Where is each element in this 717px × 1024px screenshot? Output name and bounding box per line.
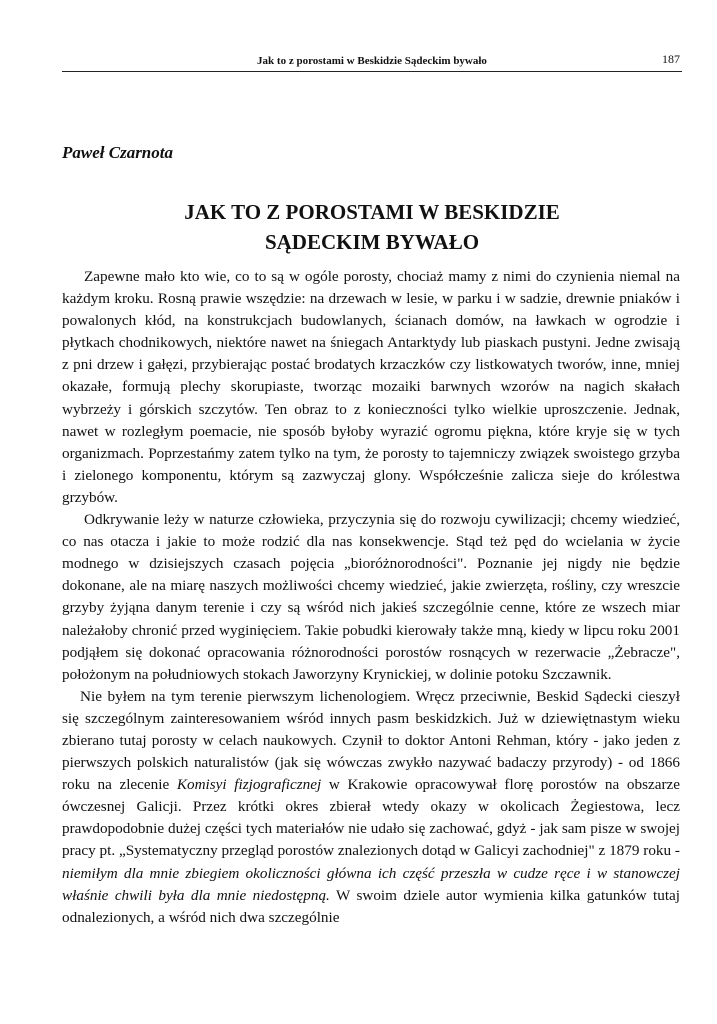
running-title: Jak to z porostami w Beskidzie Sądeckim bywało xyxy=(257,55,487,67)
paragraph-3-part-c: W swoim dziele autor wymienia kilka gatunków tutaj odnalezionych, a wśród nich dwa szczególnie xyxy=(62,886,680,926)
paragraph-1: Zapewne mało kto wie, co to są w ogóle porosty, chociaż mamy z nimi do czynienia niemal na każdym kroku. Rosną prawie wszędzie: na drzewach w lesie, w parku i w sadzie, drewnie pniaków i powalonych kłód, na konstrukcjach budowlanych, ścianach domów, na ławkach w ogrodzie i płytkach chodnikowych, niektóre nawet na śniegach Antarktydy lub piaskach pustyni. Jedne zwisają z pni drzew i gałęzi, przybierając postać brodatych krzaczków czy listkowatych tworów, inne, mniej okazałe, formują plechy skorupiaste, tworząc mozaiki barwnych wzorów na nagich skałach wybrzeży i górskich szczytów. Ten obraz to z konieczności tylko wielkie uproszczenie. Jednak, nawet w rozległym poemacie, nie sposób byłoby wyrazić ogromu piękna, które kryje się w tych organizmach. Poprzestańmy zatem tylko na tym, że porosty to tajemniczy związek swoistego grzyba i zielonego komponentu, którym są zazwyczaj glony. Współcześnie zalicza sieje do królestwa grzybów. xyxy=(62,268,680,506)
paragraph-2: Odkrywanie leży w naturze człowieka, przyczynia się do rozwoju cywilizacji; chcemy wiedzieć, co nas otacza i jakie to może rodzić dla nas konsekwencje. Stąd też pęd do wcielania w życie modnego w dzisiejszych czasach pojęcia „bioróżnorodności". Poznanie jej nigdy nie będzie dokonane, ale na miarę naszych możliwości chcemy wiedzieć, jakie zwierzęta, rośliny, czy wreszcie grzyby żyjąna danym terenie i czy są wśród nich jakieś szczególnie cenne, które ze wszech miar należałoby chronić przed wyginięciem. Takie pobudki kierowały także mną, kiedy w lipcu roku 2001 podjąłem się dokonać opracowania różnorodności porostów rosnących w rezerwacie „Żebracze", położonym na południowych stokach Jaworzyny Krynickiej, w dolinie potoku Szczawnik. xyxy=(62,511,680,683)
italic-quotation: niemiłym dla mnie zbiegiem okoliczności główna ich część przeszła w cudze ręce i w stanowczej właśnie chwili była dla mnie niedostępną. xyxy=(62,864,680,904)
running-header xyxy=(62,52,682,72)
article-body xyxy=(62,266,680,929)
italic-reference-komisyi: Komisyi fizjograficznej xyxy=(176,776,322,794)
title-line-1: JAK TO Z POROSTAMI W BESKIDZIE xyxy=(184,200,560,224)
title-line-2: SĄDECKIM BYWAŁO xyxy=(264,230,480,254)
paragraph-3-part-a: Nie byłem na tym terenie pierwszym lichenologiem. Wręcz przeciwnie, Beskid Sądecki cieszył się szczególnym zainteresowaniem wśród innych pasm beskidzkich. Już w dziewiętnastym wieku zbierano tutaj porosty w celach naukowych. Czynił to doktor Antoni Rehman, który - jako jeden z pierwszych polskich naturalistów (jak się wówczas zwykło nazywać badaczy przyrody) - od 1866 roku na zlecenie xyxy=(62,687,680,794)
header-rule xyxy=(62,71,682,72)
paragraph-3-part-b: w Krakowie opracowywał florę porostów na obszarze ówczesnej Galicji. Przez krótki okres zbierał wtedy okazy w okolicach Żegiestowa, lecz prawdopodobnie dużej części tych materiałów nie udało się zachować, gdyż - jak sam pisze w swojej pracy pt. „Systematyczny przegląd porostów znalezionych dotąd w Galicyi zachodniej" z 1879 roku - xyxy=(62,776,680,860)
page-number: 187 xyxy=(662,52,680,66)
author-name: Paweł Czarnota xyxy=(62,143,173,162)
paragraph-3 xyxy=(62,686,680,929)
article-title xyxy=(62,197,682,257)
